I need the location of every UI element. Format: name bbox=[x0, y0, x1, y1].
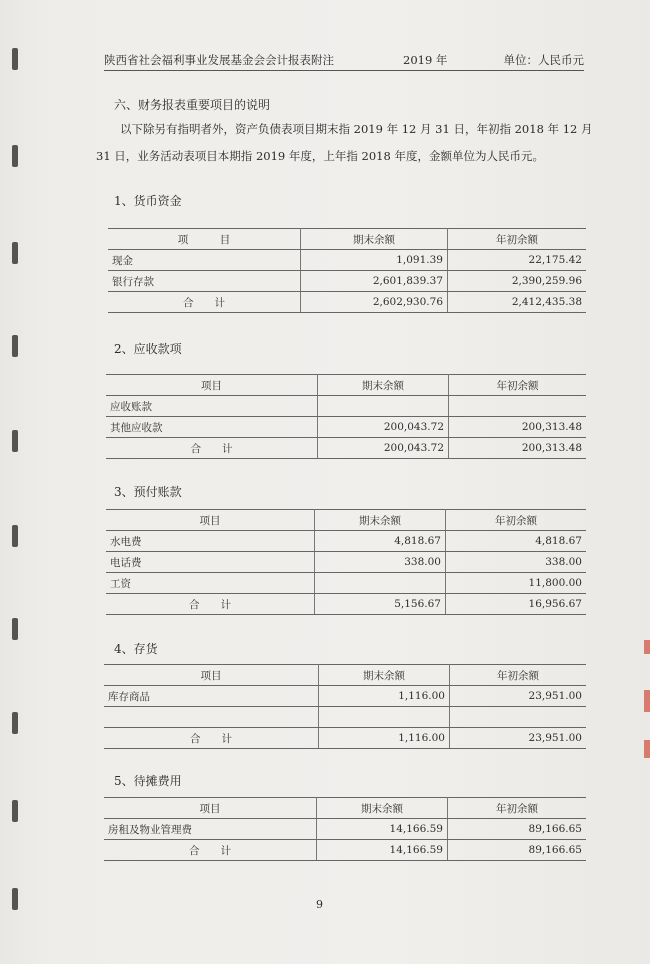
row-begin bbox=[450, 707, 587, 728]
row-begin: 22,175.42 bbox=[448, 250, 587, 271]
table-header-row bbox=[106, 510, 586, 531]
total-begin: 200,313.48 bbox=[449, 438, 587, 459]
table-header-row bbox=[104, 798, 586, 819]
col-end: 期末余额 bbox=[317, 798, 448, 819]
row-end: 14,166.59 bbox=[317, 819, 448, 840]
row-begin: 4,818.67 bbox=[446, 531, 587, 552]
total-end: 5,156.67 bbox=[315, 594, 446, 615]
total-label: 合 计 bbox=[106, 438, 318, 459]
binder-mark bbox=[12, 800, 18, 822]
col-begin: 年初余额 bbox=[448, 229, 587, 250]
table-row bbox=[104, 686, 586, 707]
total-label: 合 计 bbox=[108, 292, 301, 313]
binder-mark bbox=[12, 888, 18, 910]
row-end: 1,091.39 bbox=[301, 250, 448, 271]
row-end: 4,818.67 bbox=[315, 531, 446, 552]
row-end: 200,043.72 bbox=[318, 417, 449, 438]
row-begin: 200,313.48 bbox=[449, 417, 587, 438]
inventory-table bbox=[104, 664, 586, 749]
row-item: 应收账款 bbox=[106, 396, 318, 417]
col-end: 期末余额 bbox=[315, 510, 446, 531]
total-row bbox=[104, 728, 586, 749]
binder-mark bbox=[12, 145, 18, 167]
stamp-edge bbox=[644, 740, 650, 758]
table-header-row bbox=[108, 229, 586, 250]
prepaid-title: 3、预付账款 bbox=[114, 485, 182, 499]
binder-mark bbox=[12, 525, 18, 547]
total-label: 合 计 bbox=[106, 594, 315, 615]
row-begin: 338.00 bbox=[446, 552, 587, 573]
total-end: 1,116.00 bbox=[319, 728, 450, 749]
table-row bbox=[106, 531, 586, 552]
table-row bbox=[104, 819, 586, 840]
total-row bbox=[106, 594, 586, 615]
table-header-row bbox=[106, 375, 586, 396]
col-item: 项目 bbox=[106, 375, 318, 396]
receivables-title: 2、应收款项 bbox=[114, 342, 182, 356]
deferred-table bbox=[104, 797, 586, 861]
table-row bbox=[104, 707, 586, 728]
total-label: 合 计 bbox=[104, 728, 319, 749]
row-end bbox=[318, 396, 449, 417]
deferred-title: 5、待摊费用 bbox=[114, 774, 182, 788]
header-year: 2019 年 bbox=[403, 53, 448, 67]
row-begin: 89,166.65 bbox=[448, 819, 587, 840]
table-row bbox=[108, 271, 586, 292]
total-row bbox=[104, 840, 586, 861]
col-end: 期末余额 bbox=[319, 665, 450, 686]
col-end: 期末余额 bbox=[318, 375, 449, 396]
table-row bbox=[108, 250, 586, 271]
row-begin: 2,390,259.96 bbox=[448, 271, 587, 292]
col-item: 项 目 bbox=[108, 229, 301, 250]
row-begin: 23,951.00 bbox=[450, 686, 587, 707]
row-begin bbox=[449, 396, 587, 417]
row-item: 库存商品 bbox=[104, 686, 319, 707]
stamp-edge bbox=[644, 690, 650, 712]
binder-mark bbox=[12, 335, 18, 357]
prepaid-table bbox=[106, 509, 586, 615]
col-begin: 年初余额 bbox=[446, 510, 587, 531]
row-end: 2,601,839.37 bbox=[301, 271, 448, 292]
binder-mark bbox=[12, 242, 18, 264]
row-end bbox=[319, 707, 450, 728]
header-unit: 单位：人民币元 bbox=[503, 53, 584, 67]
col-item: 项目 bbox=[104, 798, 317, 819]
cash-table bbox=[108, 228, 586, 313]
row-end bbox=[315, 573, 446, 594]
total-begin: 2,412,435.38 bbox=[448, 292, 587, 313]
row-item: 房租及物业管理费 bbox=[104, 819, 317, 840]
binder-mark bbox=[12, 712, 18, 734]
row-item: 银行存款 bbox=[108, 271, 301, 292]
row-end: 338.00 bbox=[315, 552, 446, 573]
table-row bbox=[106, 573, 586, 594]
section-heading: 六、财务报表重要项目的说明 bbox=[114, 98, 271, 112]
cash-title: 1、货币资金 bbox=[114, 194, 182, 208]
total-end: 2,602,930.76 bbox=[301, 292, 448, 313]
total-label: 合 计 bbox=[104, 840, 317, 861]
page-number: 9 bbox=[316, 898, 323, 911]
col-begin: 年初余额 bbox=[450, 665, 587, 686]
total-end: 200,043.72 bbox=[318, 438, 449, 459]
header-title: 陕西省社会福利事业发展基金会会计报表附注 bbox=[104, 53, 334, 67]
intro-paragraph: 以下除另有指明者外，资产负债表项目期末指 2019 年 12 月 31 日，年初指 2018 年 12 月 31 日，业务活动表项目本期指 2019 年度，上年指 2018 年度，金额单位为人民币元。 bbox=[96, 122, 593, 163]
row-item: 工资 bbox=[106, 573, 315, 594]
col-item: 项目 bbox=[106, 510, 315, 531]
total-begin: 89,166.65 bbox=[448, 840, 587, 861]
binder-mark bbox=[12, 430, 18, 452]
table-row bbox=[106, 396, 586, 417]
table-row bbox=[106, 417, 586, 438]
total-begin: 23,951.00 bbox=[450, 728, 587, 749]
col-item: 项目 bbox=[104, 665, 319, 686]
row-item: 水电费 bbox=[106, 531, 315, 552]
table-row bbox=[106, 552, 586, 573]
row-end: 1,116.00 bbox=[319, 686, 450, 707]
table-header-row bbox=[104, 665, 586, 686]
total-row bbox=[106, 438, 586, 459]
total-begin: 16,956.67 bbox=[446, 594, 587, 615]
col-begin: 年初余额 bbox=[449, 375, 587, 396]
row-item: 电话费 bbox=[106, 552, 315, 573]
total-row bbox=[108, 292, 586, 313]
col-begin: 年初余额 bbox=[448, 798, 587, 819]
binder-mark bbox=[12, 48, 18, 70]
total-end: 14,166.59 bbox=[317, 840, 448, 861]
receivables-table bbox=[106, 374, 586, 459]
binder-mark bbox=[12, 618, 18, 640]
stamp-edge bbox=[644, 640, 650, 654]
inventory-title: 4、存货 bbox=[114, 642, 158, 656]
page-header bbox=[104, 52, 584, 71]
row-item: 现金 bbox=[108, 250, 301, 271]
row-item: 其他应收款 bbox=[106, 417, 318, 438]
col-end: 期末余额 bbox=[301, 229, 448, 250]
row-begin: 11,800.00 bbox=[446, 573, 587, 594]
row-item bbox=[104, 707, 319, 728]
